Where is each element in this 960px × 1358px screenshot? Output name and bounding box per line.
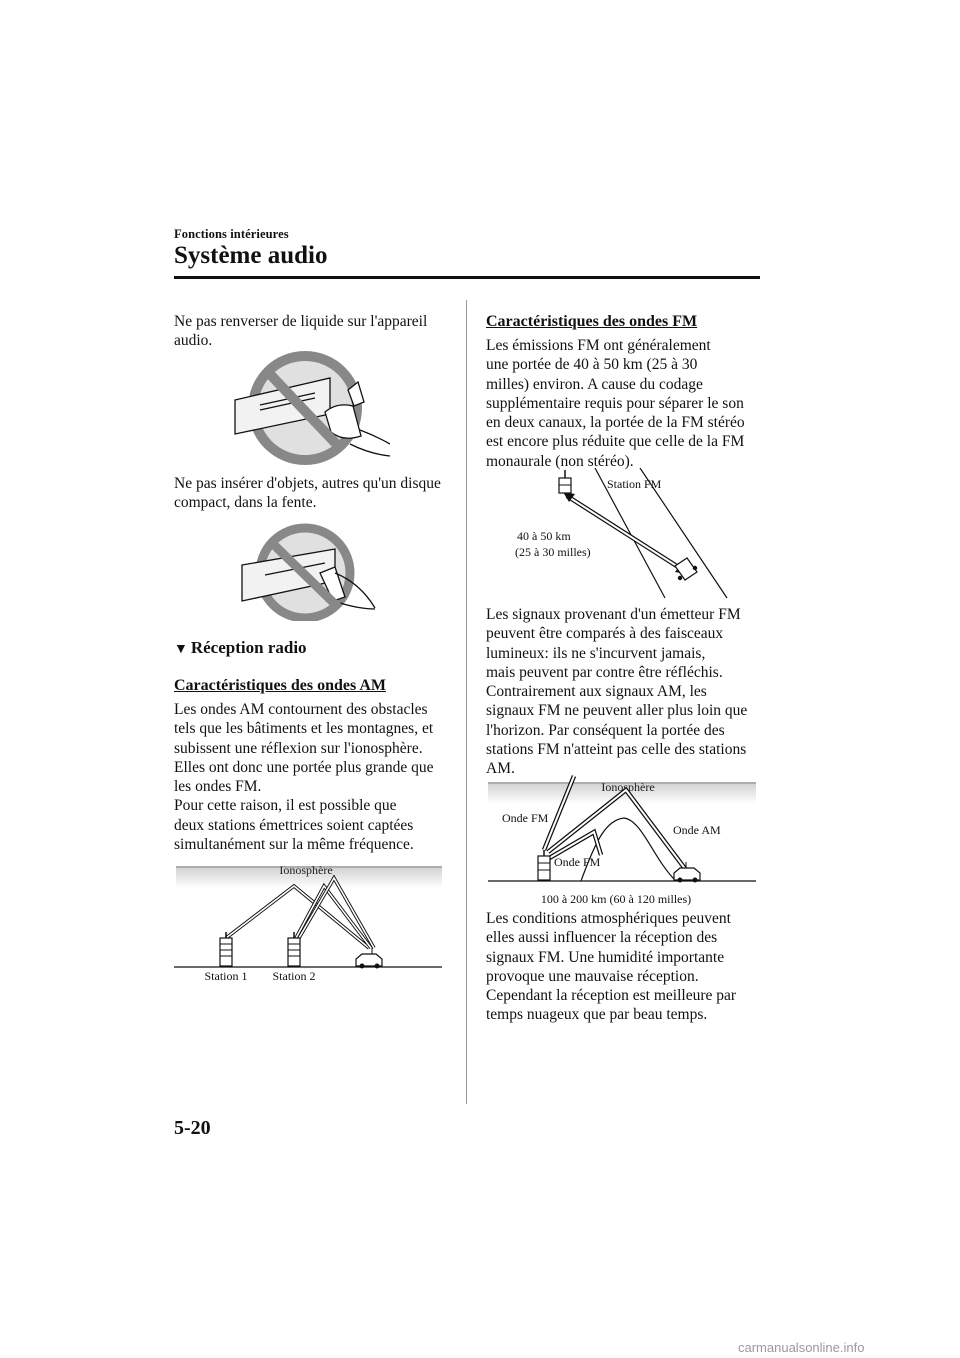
am-text: Les ondes AM contournent des obstacles tels que les bâtiments et les montagnes, et subissent une réflexion sur l'ionosphère. Elles ont donc une portée plus grande que les ondes FM. Pour cette raison, il est possible que deux stations émettrices soient captées simultanément sur la même fréquence.: [174, 701, 434, 854]
onde-am-label: Onde AM: [673, 823, 721, 837]
onde-fm-top-label: Onde FM: [502, 811, 549, 825]
section-label: Fonctions intérieures: [174, 227, 289, 241]
page-number: 5-20: [174, 1117, 211, 1139]
am-heading: Caractéristiques des ondes AM: [174, 677, 386, 694]
page-title: Système audio: [174, 242, 328, 269]
ionosphere-label: Ionosphère: [279, 863, 333, 877]
fm-range-figure: [505, 468, 730, 603]
column-divider: [466, 300, 467, 1104]
watermark: carmanualsonline.info: [738, 1340, 865, 1355]
fm-text-1: Les émissions FM ont généralement une portée de 40 à 50 km (25 à 30 milles) environ. A cause du codage supplémentaire requis pour séparer le son en deux canaux, la portée de la FM stéréo est encore plus réduite que celle de la FM monaurale (non stéréo).: [486, 337, 745, 470]
no-liquid-illustration: [230, 350, 390, 465]
header-rule: [174, 276, 760, 279]
tower-icon: [538, 850, 550, 880]
range-label-km: 40 à 50 km: [517, 529, 571, 543]
left-para-objects: Ne pas insérer d'objets, autres qu'un disque compact, dans la fente.: [174, 475, 441, 512]
station1-label: Station 1: [204, 969, 248, 983]
fm-heading: Caractéristiques des ondes FM: [486, 313, 698, 330]
car-icon: [356, 948, 382, 969]
station-fm-label: Station FM: [607, 477, 662, 491]
ionosphere-label: Ionosphère: [601, 780, 655, 794]
triangle-icon: ▼: [174, 642, 188, 657]
tower-icon: [220, 932, 232, 966]
onde-fm-bottom-label: Onde FM: [554, 855, 601, 869]
car-icon: [674, 862, 700, 883]
car-icon: [675, 558, 697, 580]
range-label-miles: (25 à 30 milles): [515, 545, 591, 559]
station2-label: Station 2: [272, 969, 316, 983]
am-wave-figure: [174, 858, 444, 988]
fm-am-figure: [486, 770, 758, 910]
fm-text-3: Les conditions atmosphériques peuvent elles aussi influencer la réception des signaux FM. Une humidité importante provoque une mauvaise réception. Cependant la réception est meilleure par temps nuageux que par beau temps.: [486, 910, 737, 1024]
fm-tower-icon: [559, 470, 571, 493]
left-para-liquid: Ne pas renverser de liquide sur l'appareil audio.: [174, 313, 428, 350]
fm-text-2: Les signaux provenant d'un émetteur FM peuvent être comparés à des faisceaux lumineux: ils ne s'incurvent jamais, mais peuvent par contre être réfléchis. Contrairement aux signaux AM, les signaux FM ne peuvent aller plus loin que l'horizon. Par conséquent la portée des stations FM n'atteint pas celle des stations AM.: [486, 606, 748, 778]
no-objects-illustration: [240, 523, 390, 621]
radio-heading: ▼ Réception radio: [174, 638, 307, 657]
distance-label: 100 à 200 km (60 à 120 milles): [540, 892, 692, 906]
